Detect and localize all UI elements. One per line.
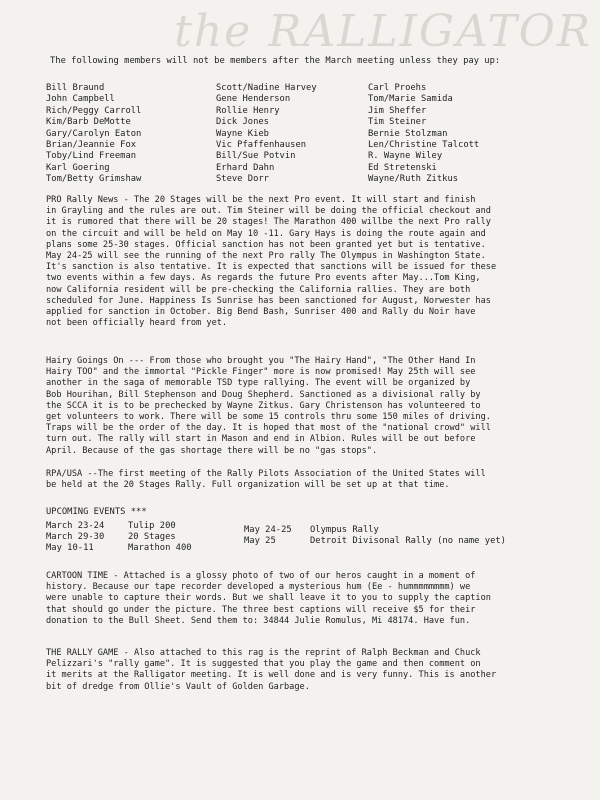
members-column-2 <box>216 83 317 186</box>
upcoming-events-header: UPCOMING EVENTS *** <box>46 507 147 517</box>
member-name: Bernie Stolzman <box>368 128 448 139</box>
member-name: Scott/Nadine Harvey <box>216 83 317 93</box>
event-date: May 24-25 <box>244 525 292 535</box>
member-name: R. Wayne Wiley <box>368 151 443 162</box>
event-date: May 10-11 <box>46 543 94 553</box>
member-name: Ed Stretenski <box>368 162 437 173</box>
event-name: Marathon 400 <box>128 543 192 553</box>
member-name: Rollie Henry <box>216 105 280 116</box>
masthead-watermark: the RALLIGATOR <box>174 6 592 57</box>
unpaid-members-intro: The following members will not be members after the March meeting unless they pay up: <box>50 56 501 66</box>
event-name: Olympus Rally <box>310 525 379 535</box>
member-name: Bill Braund <box>46 83 105 93</box>
event-row <box>46 532 176 543</box>
member-name: Gary/Carolyn Eaton <box>46 128 142 139</box>
member-name: Erhard Dahn <box>216 162 275 173</box>
member-name: Len/Christine Talcott <box>368 140 480 151</box>
hairy-goings-on-paragraph: Hairy Goings On --- From those who brought you "The Hairy Hand", "The Other Hand In Hairy TOO" and the immortal "Pickle Finger" more is now promised! May 25th will see another in the saga of memorable TSD type rallying. The event will be organized by Bob Hourihan, Bill Stephenson and Doug Shepherd. Sanctioned as a divisional rally by the SCCA it is to be prechecked by Wayne Zitkus. Gary Christenson has volunteered to get volunteers to work. There will be some 15 controls thru some 150 miles of driving. Traps will be the order of the day. It is hoped that most of the "national crowd" will turn out. The rally will start in Mason and end in Albion. Rules will be out before April. Because of the gas shortage there will be no "gas stops". <box>46 356 491 456</box>
event-row <box>244 536 506 547</box>
member-name: Steve Dorr <box>216 174 269 185</box>
rpa-usa-paragraph: RPA/USA --The first meeting of the Rally Pilots Association of the United States will be held at the 20 Stages Rally. Full organization will be set up at that time. <box>46 469 486 491</box>
member-name: Toby/Lind Freeman <box>46 151 137 162</box>
member-name: Carl Proehs <box>368 83 427 93</box>
member-name: Wayne/Ruth Zitkus <box>368 174 459 185</box>
event-date: May 25 <box>244 536 276 546</box>
members-column-3 <box>362 83 479 186</box>
upcoming-events-section <box>46 507 566 553</box>
member-name: Brian/Jeannie Fox <box>46 140 137 151</box>
member-name: Gene Henderson <box>216 94 291 105</box>
member-name: Tim Steiner <box>368 117 427 128</box>
rally-game-paragraph: THE RALLY GAME - Also attached to this rag is the reprint of Ralph Beckman and Chuck Pelizzari's "rally game". It is suggested that you play the game and then comment on it merits at the Ralligator meeting. It is well done and is very funny. This is another bit of dredge from Ollie's Vault of Golden Garbage. <box>46 648 497 692</box>
member-name: Jim Sheffer <box>368 105 427 116</box>
member-name: Vic Pfaffenhausen <box>216 140 307 151</box>
event-date: March 29-30 <box>46 532 105 542</box>
event-row <box>46 543 192 554</box>
member-name: Kim/Barb DeMotte <box>46 117 131 128</box>
event-name: Detroit Divisonal Rally (no name yet) <box>310 536 506 546</box>
event-row <box>46 521 176 532</box>
event-row <box>244 525 379 536</box>
member-name: Karl Goering <box>46 162 110 173</box>
member-name: John Campbell <box>46 94 115 105</box>
member-name: Tom/Betty Grimshaw <box>46 174 142 185</box>
cartoon-time-paragraph: CARTOON TIME - Attached is a glossy photo of two of our heros caught in a moment of history. Because our tape recorder developed a mysterious hum (Ee - hummmmmmmm) we were unable to capture their words. But we shall leave it to you to supply the caption that should go under the picture. The three best captions will receive $5 for their donation to the Bull Sheet. Send them to: 34844 Julie Romulus, Mi 48174. Have fun. <box>46 571 491 626</box>
member-name: Bill/Sue Potvin <box>216 151 296 162</box>
member-name: Dick Jones <box>216 117 269 128</box>
event-date: March 23-24 <box>46 521 105 531</box>
member-name: Rich/Peggy Carroll <box>46 105 142 116</box>
event-name: Tulip 200 <box>128 521 176 531</box>
pro-rally-news-paragraph: PRO Rally News - The 20 Stages will be the next Pro event. It will start and finish in Grayling and the rules are out. Tim Steiner will be doing the official checkout and it is rumored that there will be 20 stages! The Marathon 400 willbe the next Pro rally on the circuit and will be held on May 10 -11. Gary Hays is doing the route again and plans some 25-30 stages. Official sanction has not been granted yet but is tentative. May 24-25 will see the running of the next Pro rally The Olympus in Washington State. It's sanction is also tentative. It is expected that sanctions will be issued for these two events within a few days. As regards the future Pro events after May...Tom King, now California resident will be pre-checking the California rallies. They are both scheduled for June. Happiness Is Sunrise has been sanctioned for August, Norwester has applied for sanction in October. Big Bend Bash, Sunriser 400 and Rally du Noir have not been officially heard from yet. <box>46 195 497 329</box>
member-name: Tom/Marie Samida <box>368 94 453 105</box>
members-column-1 <box>46 83 141 186</box>
member-name: Wayne Kieb <box>216 128 269 139</box>
event-name: 20 Stages <box>128 532 176 542</box>
